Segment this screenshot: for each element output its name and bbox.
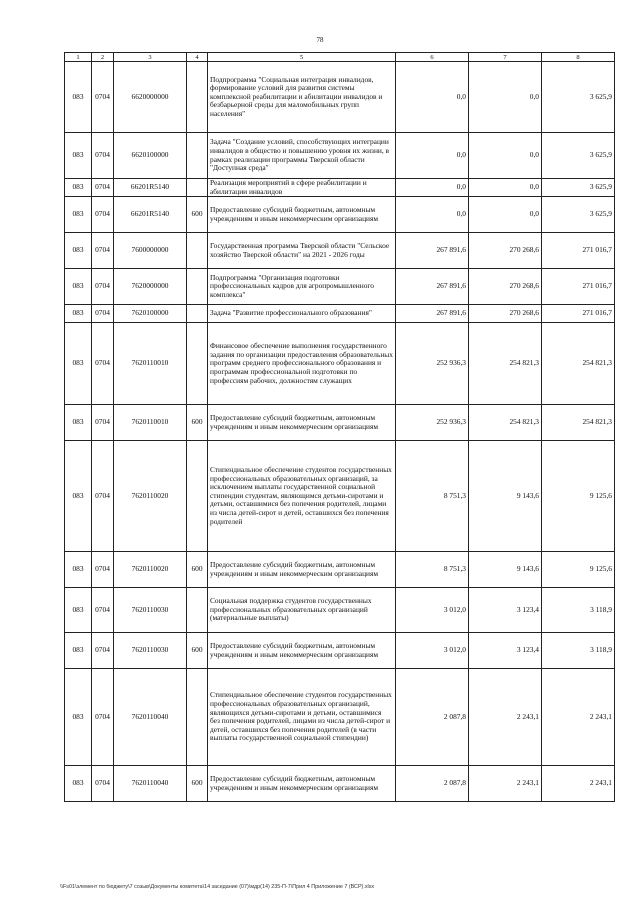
code-cell: 083 — [65, 133, 92, 179]
name-cell: Подпрограмма "Организация подготовки профессиональных кадров для агропромышленного комплекса" — [208, 269, 396, 305]
section-cell: 0704 — [92, 233, 114, 269]
code-cell: 083 — [65, 633, 92, 669]
section-cell: 0704 — [92, 552, 114, 588]
amount-year1-cell: 3 012,0 — [396, 633, 469, 669]
column-number: 6 — [396, 53, 469, 62]
name-cell: Стипендиальное обеспечение студентов государственных профессиональных образовательных организаций, являющихся детьми-сиротами и детьми, оставшимися без попечения родителей, лицами из числа детей-сирот и детей, оставшихся без попечения родителей (в части выплаты государственной социальной стипендии) — [208, 669, 396, 766]
target-article-cell: 6620000000 — [114, 62, 187, 133]
code-cell: 083 — [65, 197, 92, 233]
table-row — [65, 441, 615, 552]
column-number: 7 — [469, 53, 542, 62]
section-cell: 0704 — [92, 305, 114, 323]
target-article-cell: 7620000000 — [114, 269, 187, 305]
name-cell: Предоставление субсидий бюджетным, автономным учреждениям и иным некоммерческим организациям — [208, 197, 396, 233]
amount-year1-cell: 8 751,3 — [396, 552, 469, 588]
target-article-cell: 7620110020 — [114, 441, 187, 552]
code-cell: 083 — [65, 766, 92, 802]
section-cell: 0704 — [92, 179, 114, 197]
code-cell: 083 — [65, 62, 92, 133]
expense-type-cell — [187, 269, 208, 305]
column-number: 2 — [92, 53, 114, 62]
expense-type-cell: 600 — [187, 552, 208, 588]
expense-type-cell — [187, 179, 208, 197]
table-row — [65, 552, 615, 588]
amount-year2-cell: 0,0 — [469, 62, 542, 133]
amount-year3-cell: 3 118,9 — [542, 633, 615, 669]
amount-year1-cell: 2 087,8 — [396, 669, 469, 766]
file-path-footer: \\Fs01\элемент по бюджету\7 созыв\Документы комитета\14 заседание (07)\мдр(14) 235-П-7\Прил 4 Приложение 7 (ВСР).xlsx — [60, 884, 375, 890]
name-cell: Предоставление субсидий бюджетным, автономным учреждениям и иным некоммерческим организациям — [208, 633, 396, 669]
code-cell: 083 — [65, 305, 92, 323]
name-cell: Задача "Развитие профессионального образования" — [208, 305, 396, 323]
amount-year1-cell: 0,0 — [396, 197, 469, 233]
target-article-cell: 6620100000 — [114, 133, 187, 179]
amount-year3-cell: 3 625,9 — [542, 197, 615, 233]
column-number: 3 — [114, 53, 187, 62]
section-cell: 0704 — [92, 62, 114, 133]
code-cell: 083 — [65, 588, 92, 633]
amount-year2-cell: 3 123,4 — [469, 588, 542, 633]
target-article-cell: 7620100000 — [114, 305, 187, 323]
table-row — [65, 179, 615, 197]
name-cell: Социальная поддержка студентов государственных профессиональных образовательных организаций (материальные выплаты) — [208, 588, 396, 633]
target-article-cell: 7600000000 — [114, 233, 187, 269]
name-cell: Предоставление субсидий бюджетным, автономным учреждениям и иным некоммерческим организациям — [208, 552, 396, 588]
section-cell: 0704 — [92, 269, 114, 305]
table-row — [65, 633, 615, 669]
expense-type-cell: 600 — [187, 197, 208, 233]
amount-year2-cell: 270 268,6 — [469, 233, 542, 269]
column-number: 4 — [187, 53, 208, 62]
table-row — [65, 197, 615, 233]
target-article-cell: 7620110010 — [114, 323, 187, 405]
column-number-row — [65, 53, 615, 62]
expense-type-cell: 600 — [187, 405, 208, 441]
section-cell: 0704 — [92, 323, 114, 405]
section-cell: 0704 — [92, 441, 114, 552]
amount-year2-cell: 0,0 — [469, 133, 542, 179]
code-cell: 083 — [65, 405, 92, 441]
name-cell: Финансовое обеспечение выполнения государственного задания по организации предоставления образовательных программ среднего профессионального образования и программам профессиональной подготовки по профессиям рабочих, должностям служащих — [208, 323, 396, 405]
code-cell: 083 — [65, 179, 92, 197]
amount-year2-cell: 2 243,1 — [469, 766, 542, 802]
expense-type-cell — [187, 133, 208, 179]
target-article-cell: 7620110030 — [114, 633, 187, 669]
table-row — [65, 405, 615, 441]
code-cell: 083 — [65, 669, 92, 766]
amount-year3-cell: 254 821,3 — [542, 323, 615, 405]
code-cell: 083 — [65, 233, 92, 269]
name-cell: Государственная программа Тверской области "Сельское хозяйство Тверской области" на 2021 - 2026 годы — [208, 233, 396, 269]
expense-type-cell — [187, 588, 208, 633]
amount-year3-cell: 271 016,7 — [542, 305, 615, 323]
target-article-cell: 7620110040 — [114, 669, 187, 766]
name-cell: Реализация мероприятий в сфере реабилитации и абилитации инвалидов — [208, 179, 396, 197]
column-number: 1 — [65, 53, 92, 62]
amount-year2-cell: 254 821,3 — [469, 323, 542, 405]
amount-year2-cell: 254 821,3 — [469, 405, 542, 441]
amount-year2-cell: 0,0 — [469, 197, 542, 233]
section-cell: 0704 — [92, 197, 114, 233]
expense-type-cell — [187, 441, 208, 552]
name-cell: Подпрограмма "Социальная интеграция инвалидов, формирование условий для развития системы комплексной реабилитации и абилитации инвалидов и безбарьерной среды для маломобильных групп населения" — [208, 62, 396, 133]
page-number: 78 — [316, 36, 324, 44]
section-cell: 0704 — [92, 405, 114, 441]
name-cell: Задача "Создание условий, способствующих интеграции инвалидов в общество и повышению уровня их жизни, в рамках реализации программы Тверской области "Доступная среда" — [208, 133, 396, 179]
table-row — [65, 62, 615, 133]
table-row — [65, 323, 615, 405]
expense-type-cell — [187, 305, 208, 323]
amount-year3-cell: 271 016,7 — [542, 269, 615, 305]
amount-year1-cell: 267 891,6 — [396, 269, 469, 305]
table-row — [65, 766, 615, 802]
amount-year1-cell: 252 936,3 — [396, 405, 469, 441]
section-cell: 0704 — [92, 588, 114, 633]
code-cell: 083 — [65, 441, 92, 552]
amount-year3-cell: 9 125,6 — [542, 441, 615, 552]
section-cell: 0704 — [92, 633, 114, 669]
table-row — [65, 133, 615, 179]
budget-table — [64, 52, 615, 802]
target-article-cell: 7620110040 — [114, 766, 187, 802]
amount-year3-cell: 271 016,7 — [542, 233, 615, 269]
amount-year1-cell: 2 087,8 — [396, 766, 469, 802]
amount-year3-cell: 254 821,3 — [542, 405, 615, 441]
amount-year1-cell: 3 012,0 — [396, 588, 469, 633]
table-row — [65, 269, 615, 305]
code-cell: 083 — [65, 323, 92, 405]
amount-year2-cell: 3 123,4 — [469, 633, 542, 669]
expense-type-cell: 600 — [187, 633, 208, 669]
amount-year2-cell: 270 268,6 — [469, 269, 542, 305]
target-article-cell: 66201R5140 — [114, 179, 187, 197]
amount-year1-cell: 8 751,3 — [396, 441, 469, 552]
amount-year3-cell: 3 625,9 — [542, 179, 615, 197]
name-cell: Предоставление субсидий бюджетным, автономным учреждениям и иным некоммерческим организациям — [208, 405, 396, 441]
table-row — [65, 588, 615, 633]
code-cell: 083 — [65, 269, 92, 305]
amount-year2-cell: 0,0 — [469, 179, 542, 197]
column-number: 8 — [542, 53, 615, 62]
section-cell: 0704 — [92, 766, 114, 802]
amount-year3-cell: 9 125,6 — [542, 552, 615, 588]
expense-type-cell — [187, 669, 208, 766]
target-article-cell: 7620110010 — [114, 405, 187, 441]
target-article-cell: 7620110020 — [114, 552, 187, 588]
expense-type-cell — [187, 62, 208, 133]
amount-year1-cell: 267 891,6 — [396, 233, 469, 269]
amount-year3-cell: 2 243,1 — [542, 669, 615, 766]
expense-type-cell: 600 — [187, 766, 208, 802]
amount-year1-cell: 252 936,3 — [396, 323, 469, 405]
amount-year1-cell: 0,0 — [396, 62, 469, 133]
name-cell: Стипендиальное обеспечение студентов государственных профессиональных образовательных организаций, за исключением выплаты государственной социальной стипендии студентам, являющимся детьми-сиротами и детьми, оставшимися без попечения родителей, лицами из числа детей-сирот и детей, оставшихся без попечения родителей — [208, 441, 396, 552]
amount-year3-cell: 2 243,1 — [542, 766, 615, 802]
amount-year2-cell: 9 143,6 — [469, 552, 542, 588]
amount-year1-cell: 0,0 — [396, 179, 469, 197]
amount-year1-cell: 0,0 — [396, 133, 469, 179]
section-cell: 0704 — [92, 669, 114, 766]
expense-type-cell — [187, 323, 208, 405]
section-cell: 0704 — [92, 133, 114, 179]
amount-year1-cell: 267 891,6 — [396, 305, 469, 323]
amount-year3-cell: 3 625,9 — [542, 133, 615, 179]
amount-year3-cell: 3 625,9 — [542, 62, 615, 133]
amount-year2-cell: 2 243,1 — [469, 669, 542, 766]
table-row — [65, 233, 615, 269]
expense-type-cell — [187, 233, 208, 269]
column-number: 5 — [208, 53, 396, 62]
code-cell: 083 — [65, 552, 92, 588]
amount-year3-cell: 3 118,9 — [542, 588, 615, 633]
table-row — [65, 305, 615, 323]
target-article-cell: 66201R5140 — [114, 197, 187, 233]
name-cell: Предоставление субсидий бюджетным, автономным учреждениям и иным некоммерческим организациям — [208, 766, 396, 802]
table-row — [65, 669, 615, 766]
amount-year2-cell: 270 268,6 — [469, 305, 542, 323]
target-article-cell: 7620110030 — [114, 588, 187, 633]
amount-year2-cell: 9 143,6 — [469, 441, 542, 552]
